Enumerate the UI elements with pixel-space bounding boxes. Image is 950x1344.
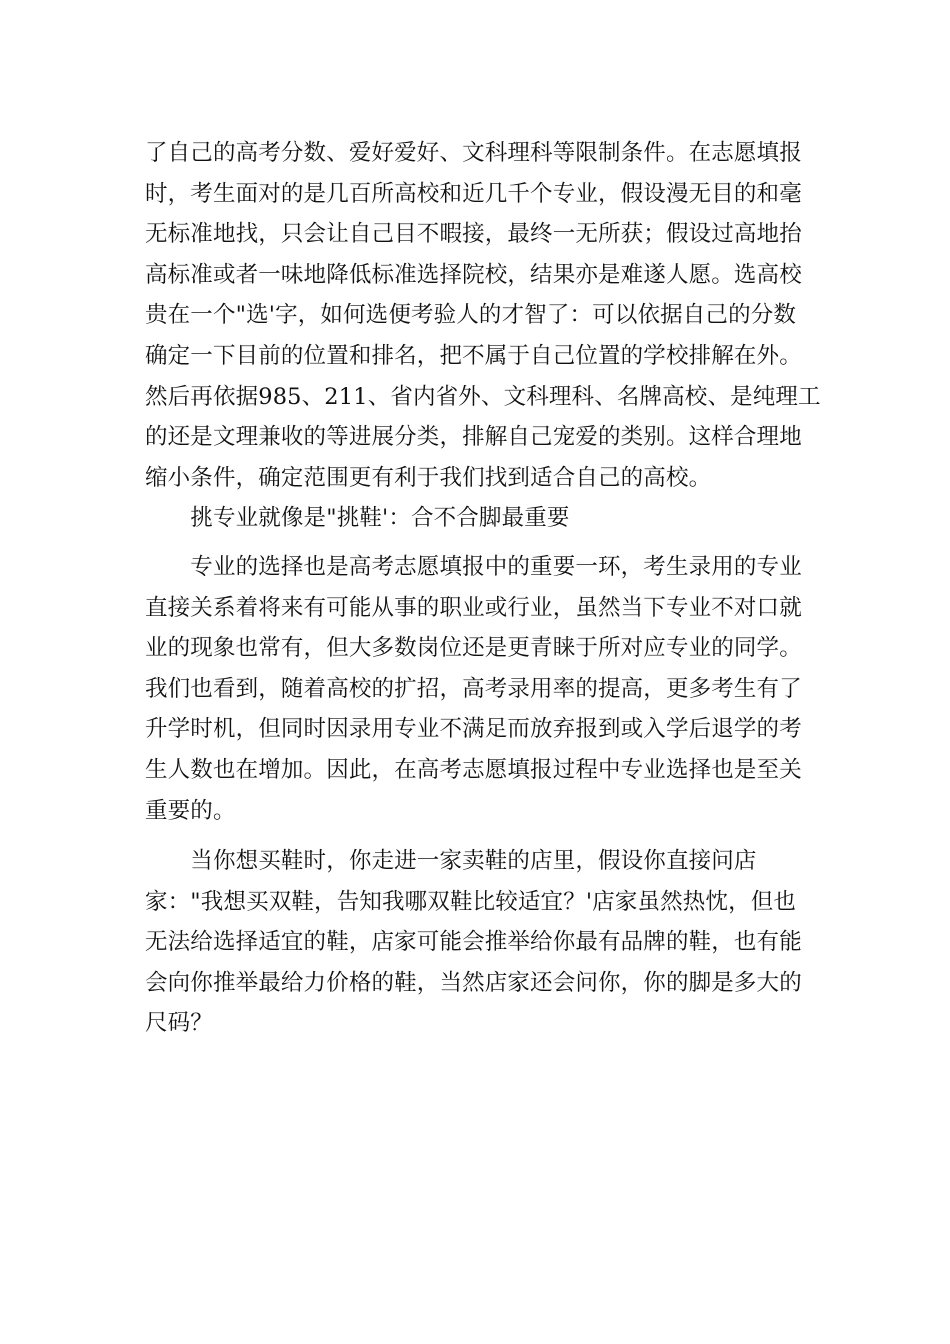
text-line: 直接关系着将来有可能从事的职业或行业，虽然当下专业不对口就 [145, 594, 802, 621]
text-line: 业的现象也常有，但大多数岗位还是更青睐于所对应专业的同学。 [145, 635, 802, 662]
text-line: 然后再依据985、211、省内省外、文科理科、名牌高校、是纯理工 [145, 383, 821, 410]
text-line: 高标准或者一味地降低标准选择院校，结果亦是难遂人愿。选高校 [145, 261, 802, 288]
text-line: 当你想买鞋时，你走进一家卖鞋的店里，假设你直接问店 [145, 848, 757, 875]
text-line: 重要的。 [145, 797, 236, 824]
section-heading: 挑专业就像是"挑鞋'：合不合脚最重要 [145, 505, 570, 532]
text-line: 时，考生面对的是几百所高校和近几千个专业，假设漫无目的和毫 [145, 180, 802, 207]
text-line: 无标准地找，只会让自己目不暇接，最终一无所获；假设过高地抬 [145, 221, 802, 248]
text-line: 升学时机，但同时因录用专业不满足而放弃报到或入学后退学的考 [145, 716, 802, 743]
document-body [145, 133, 821, 1044]
text-line: 会向你推举最给力价格的鞋，当然店家还会问你，你的脚是多大的 [145, 969, 802, 996]
text-line: 生人数也在增加。因此，在高考志愿填报过程中专业选择也是至关 [145, 756, 802, 783]
text-line: 尺码？ [145, 1010, 213, 1037]
text-line: 了自己的高考分数、爱好爱好、文科理科等限制条件。在志愿填报 [145, 140, 802, 166]
text-line: 的还是文理兼收的等进展分类，排解自己宠爱的类别。这样合理地 [145, 424, 802, 451]
text-line: 我们也看到，随着高校的扩招，高考录用率的提高，更多考生有了 [145, 675, 802, 702]
text-line: 缩小条件，确定范围更有利于我们找到适合自己的高校。 [145, 464, 712, 491]
text-line: 无法给选择适宜的鞋，店家可能会推举给你最有品牌的鞋，也有能 [145, 929, 802, 956]
text-line: 贵在一个"选'字，如何选便考验人的才智了：可以依据自己的分数 [145, 302, 797, 329]
text-line: 家："我想买双鞋，告知我哪双鞋比较适宜？'店家虽然热忱，但也 [145, 888, 797, 915]
text-line: 专业的选择也是高考志愿填报中的重要一环，考生录用的专业 [145, 553, 802, 580]
text-line: 确定一下目前的位置和排名，把不属于自己位置的学校排解在外。 [145, 342, 802, 369]
paragraph-gap [145, 539, 815, 547]
paragraph-gap [145, 831, 815, 841]
